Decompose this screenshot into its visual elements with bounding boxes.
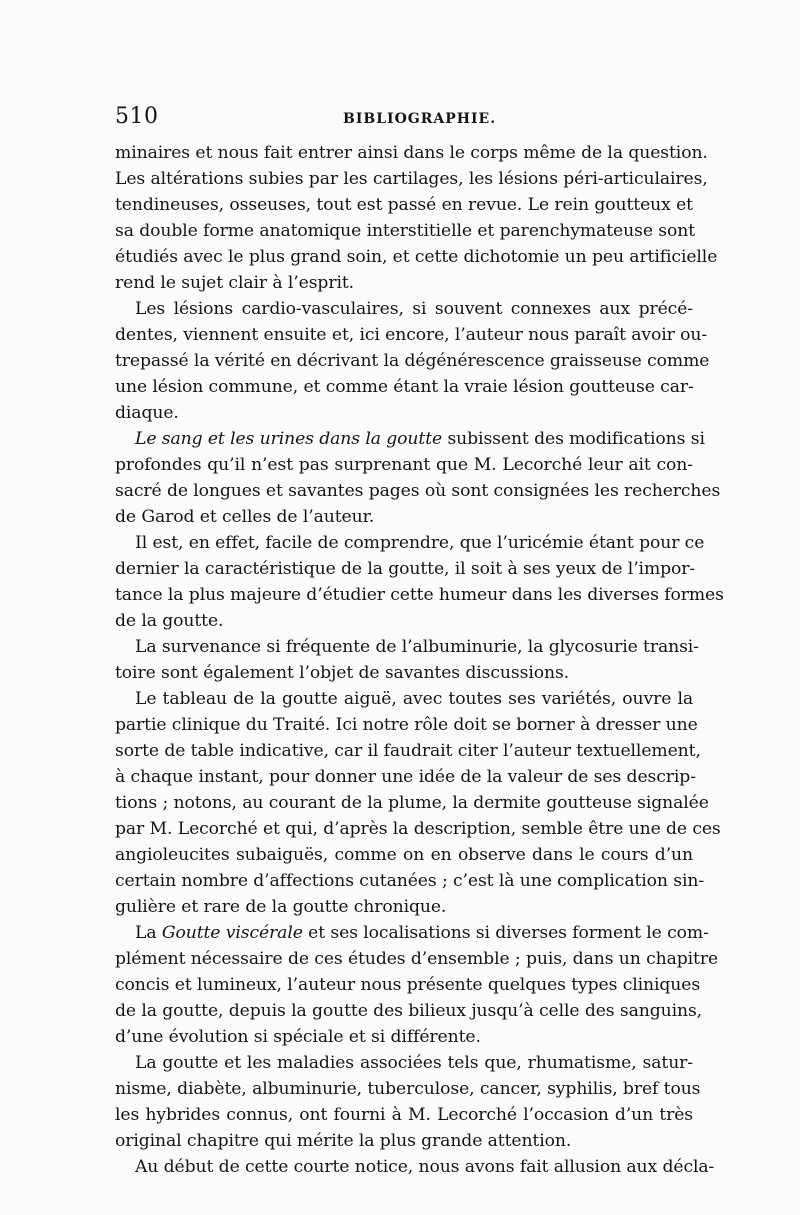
text-line: rend le sujet clair à l’esprit. — [115, 273, 355, 293]
text-line: d’une évolution si spéciale et si différente. — [115, 1027, 481, 1047]
text-line: concis et lumineux, l’auteur nous présente quelques types cliniques — [115, 975, 701, 995]
text-line: partie clinique du Traité. Ici notre rôle doit se borner à dresser une — [115, 715, 698, 735]
text-line: à chaque instant, pour donner une idée de la valeur de ses descrip- — [115, 767, 696, 787]
text-line-mixed — [115, 920, 709, 946]
text-line: La goutte et les maladies associées tels que, rhumatisme, satur- — [135, 1053, 693, 1073]
text-line: toire sont également l’objet de savantes discussions. — [115, 663, 570, 683]
text-line: dernier la caractéristique de la goutte, il soit à ses yeux de l’impor- — [115, 559, 696, 579]
text-line: Les lésions cardio-vasculaires, si souvent connexes aux précé- — [135, 299, 693, 319]
running-head — [115, 100, 695, 134]
text-line: plément nécessaire de ces études d’ensemble ; puis, dans un chapitre — [115, 949, 719, 969]
text-line: étudiés avec le plus grand soin, et cette dichotomie un peu artificielle — [115, 247, 718, 267]
text-line: tions ; notons, au courant de la plume, la dermite goutteuse signalée — [115, 793, 709, 813]
text-line: trepassé la vérité en décrivant la dégénérescence graisseuse comme — [115, 351, 710, 371]
text-line: Au début de cette courte notice, nous avons fait allusion aux décla- — [135, 1157, 715, 1177]
text-fragment: La — [135, 923, 157, 943]
italic-phrase: Goutte viscérale — [161, 923, 303, 943]
text-line: diaque. — [115, 403, 179, 423]
text-line: de la goutte. — [115, 611, 224, 631]
text-line: angioleucites subaiguës, comme on en observe dans le cours d’un — [115, 845, 693, 865]
text-line: de Garod et celles de l’auteur. — [115, 507, 375, 527]
body-text — [115, 140, 724, 1180]
italic-phrase: Le sang et les urines dans la goutte — [135, 429, 443, 449]
text-line: par M. Lecorché et qui, d’après la description, semble être une de ces — [115, 819, 721, 839]
text-line: sacré de longues et savantes pages où sont consignées les recherches — [115, 481, 721, 501]
text-line: tendineuses, osseuses, tout est passé en revue. Le rein goutteux et — [115, 195, 693, 215]
text-line: dentes, viennent ensuite et, ici encore, l’auteur nous paraît avoir ou- — [115, 325, 708, 345]
text-fragment: et ses localisations si diverses forment le com- — [308, 923, 709, 943]
text-line: Il est, en effet, facile de comprendre, que l’uricémie étant pour ce — [135, 533, 705, 553]
text-line: de la goutte, depuis la goutte des bilieux jusqu’à celle des sanguins, — [115, 1001, 703, 1021]
text-line: nisme, diabète, albuminurie, tuberculose, cancer, syphilis, bref tous — [115, 1079, 701, 1099]
page-number: 510 — [115, 104, 159, 129]
running-title: BIBLIOGRAPHIE. — [343, 111, 497, 127]
text-line: profondes qu’il n’est pas surprenant que M. Lecorché leur ait con- — [115, 455, 693, 475]
text-line: sorte de table indicative, car il faudrait citer l’auteur textuellement, — [115, 741, 701, 761]
text-line: une lésion commune, et comme étant la vraie lésion goutteuse car- — [115, 377, 694, 397]
text-line: original chapitre qui mérite la plus grande attention. — [115, 1131, 572, 1151]
text-line: certain nombre d’affections cutanées ; c’est là une complication sin- — [115, 871, 705, 891]
text-line: Le tableau de la goutte aiguë, avec toutes ses variétés, ouvre la — [135, 689, 693, 709]
text-line: les hybrides connus, ont fourni à M. Lecorché l’occasion d’un très — [115, 1105, 693, 1125]
text-line-mixed — [115, 426, 705, 452]
text-line: La survenance si fréquente de l’albuminurie, la glycosurie transi- — [135, 637, 699, 657]
text-fragment: subissent des modifications si — [447, 429, 705, 449]
text-line: minaires et nous fait entrer ainsi dans le corps même de la question. — [115, 143, 708, 163]
text-line: sa double forme anatomique interstitielle et parenchymateuse sont — [115, 221, 695, 241]
text-line: tance la plus majeure d’étudier cette humeur dans les diverses formes — [115, 585, 724, 605]
text-line: Les altérations subies par les cartilages, les lésions péri-articulaires, — [115, 169, 708, 189]
text-line: gulière et rare de la goutte chronique. — [115, 897, 447, 917]
